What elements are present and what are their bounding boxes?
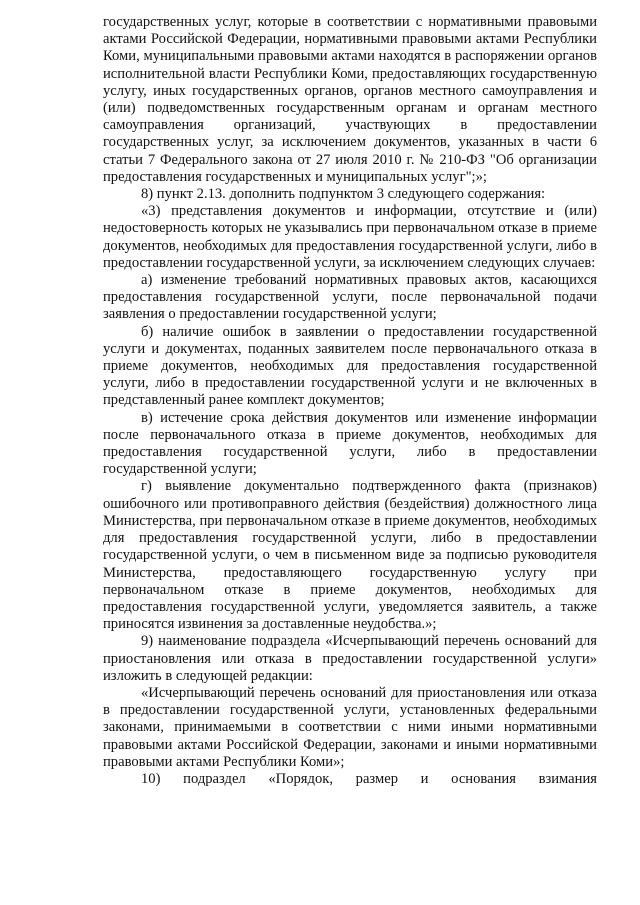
paragraph-item-8: 8) пункт 2.13. дополнить подпунктом 3 следующего содержания: (141, 186, 546, 203)
paragraph-item-9: 9) наименование подраздела «Исчерпывающий перечень оснований для приостановления или отказа в предоставлении государственной услуги» изложить в следующей редакции: (103, 633, 597, 684)
paragraph-continuation: государственных услуг, которые в соответствии с нормативными правовыми актами Российской Федерации, нормативными правовыми актами Республики Коми, муниципальными правовыми актами находятся в распоряжении органов исполнительной власти Республики Коми, предоставляющих государственную услугу, иных государственных органов, органов местного самоуправления и (или) подведомственных государственным органам и органам местного самоуправления организаций, участвующих в предоставлении государственных услуг, за исключением документов, указанных в части 6 статьи 7 Федерального закона от 27 июля 2010 г. № 210-ФЗ "Об организации предоставления государственных и муниципальных услуг";»; (103, 14, 597, 185)
paragraph-subitem-3: «3) представления документов и информации, отсутствие и (или) недостоверность которых не указывались при первоначальном отказе в приеме документов, необходимых для предоставления государственной услуги, либо в предоставлении государственной услуги, за исключением следующих случаев: (103, 203, 597, 271)
document-body (103, 14, 597, 788)
paragraph-case-g: г) выявление документально подтвержденного факта (признаков) ошибочного или противоправного действия (бездействия) должностного лица Министерства, при первоначальном отказе в приеме документов, необходимых для предоставления государственной услуги, либо в предоставлении государственной услуги, о чем в письменном виде за подписью руководителя Министерства, предоставляющего государственную услугу при первоначальном отказе в приеме документов, необходимых для предоставления государственной услуги, уведомляется заявитель, а также приносятся извинения за доставленные неудобства.»; (103, 478, 597, 633)
paragraph-case-b: б) наличие ошибок в заявлении о предоставлении государственной услуги и документах, поданных заявителем после первоначального отказа в приеме документов, необходимых для предоставления государственной услуги, либо в предоставлении государственной услуги и не включенных в представленный ранее комплект документов; (103, 323, 597, 409)
paragraph-new-title: «Исчерпывающий перечень оснований для приостановления или отказа в предоставлении государственной услуги, установленных федеральными законами, принимаемыми в соответствии с ними иными нормативными правовыми актами Российской Федерации, законами и иными нормативными правовыми актами Республики Коми»; (103, 684, 597, 770)
paragraph-item-10: 10) подраздел «Порядок, размер и основания взимания (141, 770, 597, 787)
paragraph-case-a: а) изменение требований нормативных правовых актов, касающихся предоставления государственной услуги, после первоначальной подачи заявления о предоставлении государственной услуги; (103, 272, 597, 323)
paragraph-case-v: в) истечение срока действия документов или изменение информации после первоначального отказа в приеме документов, необходимых для предоставления государственной услуги, либо в предоставлении государственной услуги; (103, 409, 597, 478)
